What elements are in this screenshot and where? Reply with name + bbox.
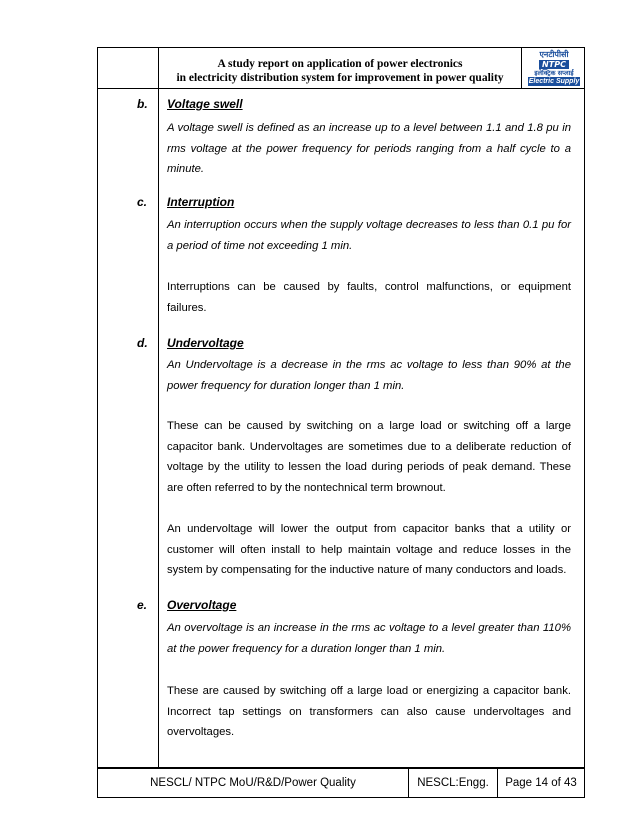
section-label-d: d. <box>137 336 148 350</box>
section-title-interruption: Interruption <box>167 195 235 209</box>
paragraph-undervoltage-effects: An undervoltage will lower the output from capacitor banks that a utility or customer will often install to help maintain voltage and reduce losses in the system by compensating for the inductive nature of many conductors and loads. <box>167 523 571 576</box>
paragraph-undervoltage-def: An Undervoltage is a decrease in the rms ac voltage to less than 90% at the power frequency for duration longer than 1 min. <box>167 359 571 392</box>
header-left-cell <box>98 48 159 88</box>
paragraph-overvoltage-causes: These are caused by switching off a large load or energizing a capacitor bank. Incorrect tap settings on transformers can also cause undervoltages and overvoltages. <box>167 685 571 738</box>
logo-bottom-text: Electric Supply <box>528 78 580 85</box>
footer-document-ref: NESCL/ NTPC MoU/R&D/Power Quality <box>98 769 409 797</box>
logo-ntpc-text: NTPC <box>539 60 569 69</box>
ntpc-logo-icon <box>527 50 581 86</box>
header-logo-cell <box>521 48 585 88</box>
page-footer <box>97 768 585 798</box>
logo-mid-text: इलेक्ट्रिक सप्लाई <box>534 69 574 77</box>
header-title <box>159 48 521 88</box>
page-header <box>97 47 585 89</box>
paragraph-interruption-causes: Interruptions can be caused by faults, control malfunctions, or equipment failures. <box>167 281 571 314</box>
section-title-voltage-swell: Voltage swell <box>167 97 243 111</box>
logo-top-text: एनटीपीसी <box>539 50 569 59</box>
paragraph-interruption-def: An interruption occurs when the supply voltage decreases to less than 0.1 pu for a period of time not exceeding 1 min. <box>167 219 571 252</box>
footer-department: NESCL:Engg. <box>409 769 498 797</box>
paragraph-voltage-swell-def: A voltage swell is defined as an increase up to a level between 1.1 and 1.8 pu in rms voltage at the power frequency for periods ranging from a half cycle to a minute. <box>167 122 571 175</box>
paragraph-undervoltage-causes: These can be caused by switching on a large load or switching off a large capacitor bank. Undervoltages are sometimes due to a deliberate reduction of voltage by the utility to lessen the load during periods of peak demand. These are often referred to by the nontechnical term brownout. <box>167 420 571 494</box>
paragraph-overvoltage-def: An overvoltage is an increase in the rms ac voltage to a level greater than 110% at the power frequency for a duration longer than 1 min. <box>167 622 571 655</box>
section-label-c: c. <box>137 195 148 209</box>
section-title-overvoltage: Overvoltage <box>167 598 237 612</box>
header-title-line1: A study report on application of power electronics <box>217 58 463 70</box>
section-title-undervoltage: Undervoltage <box>167 336 244 350</box>
section-label-b: b. <box>137 97 148 111</box>
column-divider <box>158 88 159 767</box>
section-label-e: e. <box>137 598 148 612</box>
header-title-line2: in electricity distribution system for improvement in power quality <box>176 72 504 84</box>
footer-page-number: Page 14 of 43 <box>505 777 577 789</box>
